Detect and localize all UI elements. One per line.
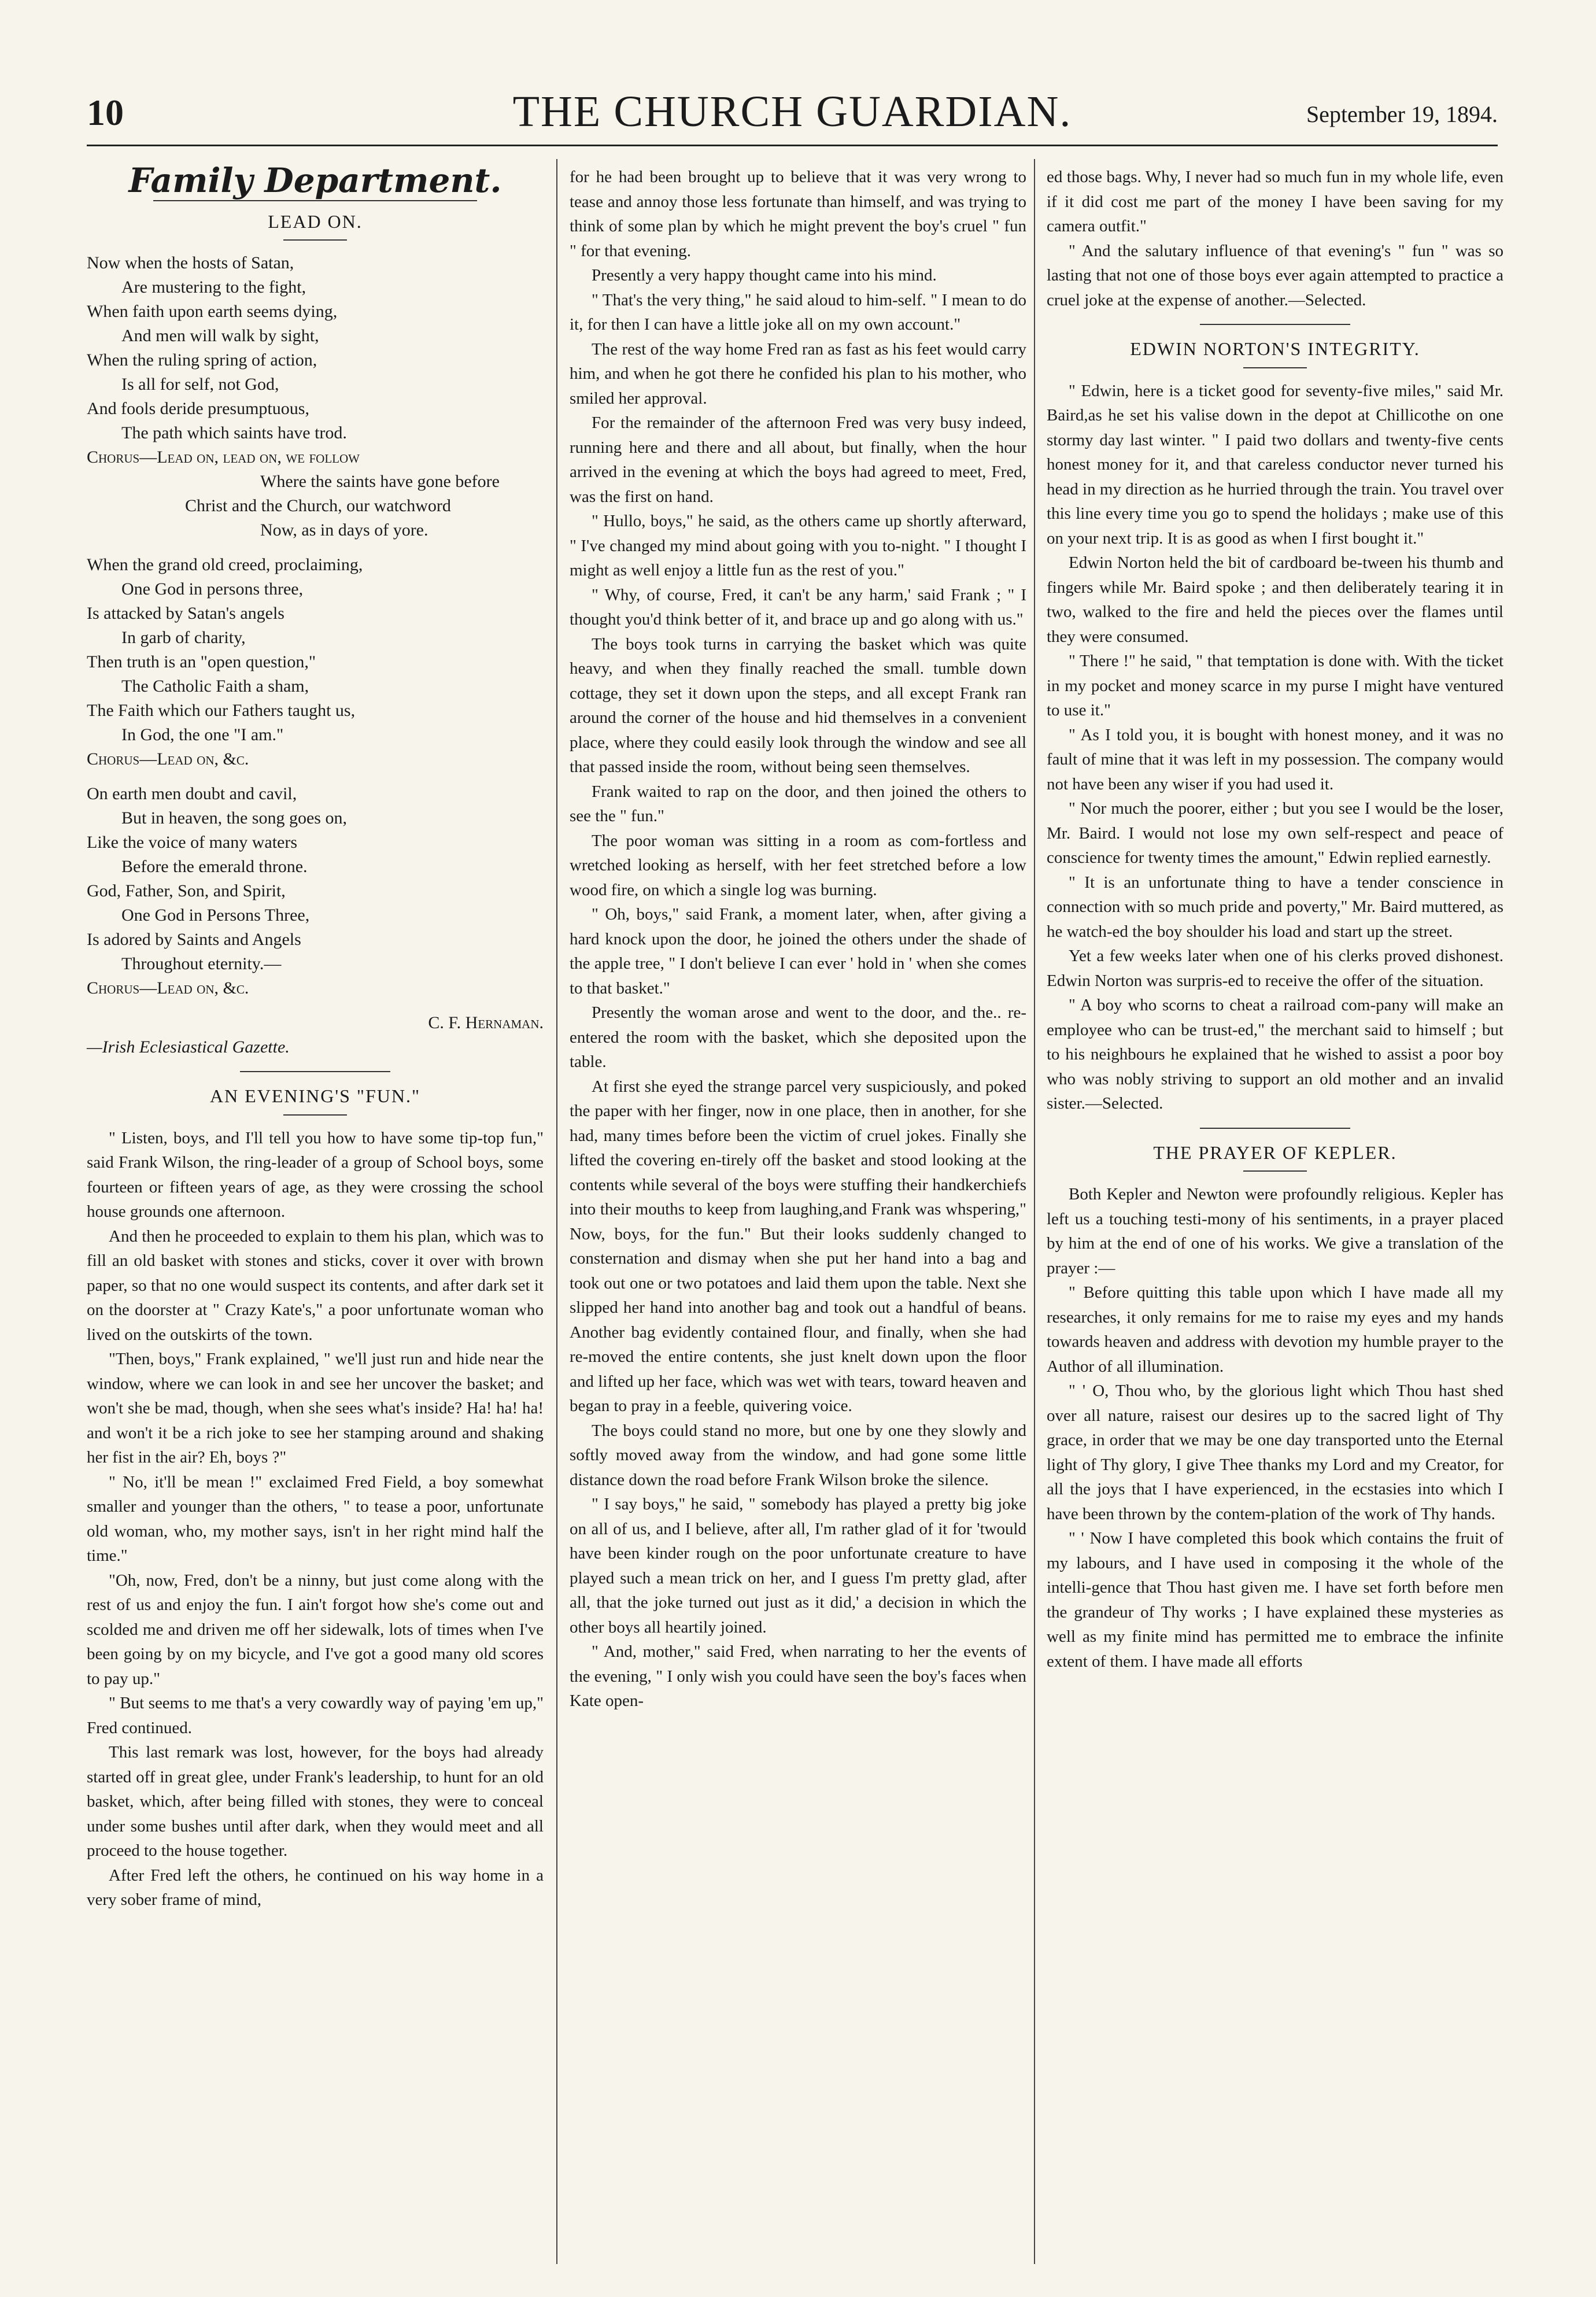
- paragraph: " But seems to me that's a very cowardly way of paying 'em up," Fred continued.: [87, 1694, 544, 1737]
- paragraph: Both Kepler and Newton were profoundly religious. Kepler has left us a touching testi-mony of his sentiments, in a prayer placed by him at the end of one of his works. We give a translation of the prayer :—: [1047, 1185, 1503, 1277]
- poem-line: Then truth is an "open question,": [87, 652, 316, 671]
- paragraph: For the remainder of the afternoon Fred was very busy indeed, running here and there and all about, but finally, when the hour arrived in the evening at which the boys had agreed to meet, Fred, was the first on hand.: [570, 413, 1026, 506]
- poem-stanza: [87, 251, 544, 542]
- poem-line: Throughout eternity.—: [121, 954, 282, 973]
- poem-author: C. F. Hernaman.: [428, 1013, 544, 1032]
- poem-line: The path which saints have trod.: [121, 423, 347, 442]
- divider: [1200, 324, 1350, 325]
- poem-source: —Irish Eclesiastical Gazette.: [87, 1037, 290, 1057]
- poem-line: Like the voice of many waters: [87, 833, 298, 852]
- poem-stanza: [87, 782, 544, 1000]
- poem-line: On earth men doubt and cavil,: [87, 784, 297, 803]
- paragraph: " It is an unfortunate thing to have a tender conscience in connection with so much pride and poverty," Mr. Baird muttered, as he watch-ed the boy shoulder his load and start up the street.: [1047, 873, 1503, 941]
- paragraph: " Why, of course, Fred, it can't be any harm,' said Frank ; " I thought you'd think better of it, and brace up and go along with us.": [570, 585, 1026, 629]
- paragraph: Frank waited to rap on the door, and then joined the others to see the " fun.": [570, 782, 1026, 825]
- poem-stanza: [87, 553, 544, 771]
- chorus-line: Chorus—Lead on, &c.: [87, 978, 249, 998]
- chorus-line: Now, as in days of yore.: [260, 520, 428, 540]
- chorus-line: Where the saints have gone before: [260, 472, 500, 491]
- paragraph: " That's the very thing," he said aloud to him-self. " I mean to do it, for then I can have a little joke all on my own account.": [570, 290, 1026, 334]
- paragraph: And then he proceeded to explain to them his plan, which was to fill an old basket with stones and sticks, cover it over with brown paper, so that no one would suspect its contents, and after dark set it on the doorster at " Crazy Kate's," a poor unfortunate woman who lived on the outskirts of the town.: [87, 1227, 544, 1344]
- poem-line: But in heaven, the song goes on,: [121, 808, 347, 828]
- paragraph: " Oh, boys," said Frank, a moment later, when, after giving a hard knock upon the door, he joined the others under the shade of the apple tree, " I don't believe I can ever ' hold in ' when she comes to that basket.": [570, 905, 1026, 998]
- column-1: [87, 161, 544, 1912]
- paragraph: ed those bags. Why, I never had so much fun in my whole life, even if it did cost me part of the money I have been saving for my camera outfit.": [1047, 168, 1503, 235]
- poem-line: Before the emerald throne.: [121, 857, 308, 876]
- poem-line: One God in Persons Three,: [121, 906, 310, 925]
- paragraph: "Then, boys," Frank explained, " we'll just run and hide near the window, where we can look in and see her uncover the basket; and won't she be mad, though, when she sees what's inside? Ha! ha! ha! and won't it be a rich joke to see her stamping around and shaking her fist in the air? Eh, boys ?": [87, 1350, 544, 1467]
- poem-line: The Faith which our Fathers taught us,: [87, 701, 356, 720]
- divider: [283, 239, 347, 241]
- divider: [283, 1114, 347, 1116]
- paragraph: Edwin Norton held the bit of cardboard be-tween his thumb and fingers while Mr. Baird spoke ; and then deliberately tearing it in two, walked to the fire and held the pieces over the flames until they were consumed.: [1047, 553, 1503, 646]
- poem-line: When faith upon earth seems dying,: [87, 302, 338, 321]
- paper-title: THE CHURCH GUARDIAN.: [512, 87, 1072, 136]
- column-2: [570, 165, 1026, 1713]
- poem-title: LEAD ON.: [268, 211, 363, 232]
- chorus-line: Chorus—Lead on, &c.: [87, 749, 249, 769]
- column-rule: [1034, 159, 1035, 2264]
- chorus-line: Chorus—Lead on, lead on, we follow: [87, 448, 360, 467]
- paragraph: " ' Now I have completed this book which contains the fruit of my labours, and I have used in composing it the whole of the intelli-gence that Thou hast given me. I have set forth before men the grandeur of Thy works ; I have explained these mysteries as well as my finite mind has permitted me to embrace the infinite extent of them. I have made all efforts: [1047, 1529, 1503, 1671]
- paragraph: The boys took turns in carrying the basket which was quite heavy, and when they finally reached the small. tumble down cottage, they set it down upon the steps, and all except Frank ran around the corner of the house and hid themselves in a convenient place, where they could easily look through the window and see all that passed inside the room, without being seen themselves.: [570, 634, 1026, 776]
- paragraph: Yet a few weeks later when one of his clerks proved dishonest. Edwin Norton was surpris-ed to receive the offer of the situation.: [1047, 947, 1503, 990]
- poem-line: Is all for self, not God,: [121, 375, 279, 394]
- masthead: [87, 81, 1498, 146]
- divider: [1243, 1170, 1307, 1172]
- paragraph: " As I told you, it is bought with honest money, and it was no fault of mine that it was left in my possession. The company would not have been any wiser if you had used it.: [1047, 725, 1503, 793]
- story-title: THE PRAYER OF KEPLER.: [1153, 1142, 1397, 1163]
- paragraph: " And the salutary influence of that evening's " fun " was so lasting that not one of those boys ever again attempted to practice a cruel joke at the expense of another.—Selected.: [1047, 241, 1503, 309]
- paragraph: This last remark was lost, however, for the boys had already started off in great glee, under Frank's leadership, to hunt for an old basket, which, after being filled with stones, they were to conceal under some bushes until after dark, when they would meet and all proceed to the house together.: [87, 1743, 544, 1860]
- poem-line: In garb of charity,: [121, 628, 246, 647]
- column-3: [1047, 165, 1503, 1674]
- issue-date: September 19, 1894.: [1306, 101, 1498, 127]
- story-title: AN EVENING'S "FUN.": [209, 1085, 421, 1106]
- paragraph: The rest of the way home Fred ran as fast as his feet would carry him, and when he got there he confided his plan to his mother, who smiled her approval.: [570, 339, 1026, 408]
- poem-line: When the ruling spring of action,: [87, 350, 317, 370]
- poem-line: When the grand old creed, proclaiming,: [87, 555, 363, 574]
- paragraph: At first she eyed the strange parcel very suspiciously, and poked the paper with her finger, now in one place, then in another, for she had, many times before been the victim of cruel jokes. Finally she lifted the covering en-tirely off the basket and stood looking at the contents while several of the boys were stuffing their handkerchiefs into their mouths to keep from laughing,and Frank was whspering," Now, boys, for the fun." But their looks suddenly changed to consternation and dismay when she put her hand into a bag and took out one or two potatoes and laid them upon the table. Next she slipped her hand into another bag and took out a handful of beans. Another bag evidently contained flour, and finally, when she had re-moved the entire contents, she just knelt down upon the floor and lifted up her face, which was wet with tears, toward heaven and began to pray in a feeble, quivering voice.: [570, 1077, 1026, 1415]
- paragraph: " There !" he said, " that temptation is done with. With the ticket in my pocket and money scarce in my purse I might have ventured to use it.": [1047, 652, 1503, 719]
- story-title: EDWIN NORTON'S INTEGRITY.: [1130, 338, 1420, 359]
- poem-line: Are mustering to the fight,: [121, 278, 306, 297]
- paragraph: Presently the woman arose and went to the door, and the.. re-entered the room with the basket, which she deposited upon the table.: [570, 1003, 1026, 1071]
- column-rule: [556, 159, 557, 2264]
- paragraph: " Edwin, here is a ticket good for seventy-five miles," said Mr. Baird,as he set his valise down in the depot at Chillicothe on one stormy day last winter. " I paid two dollars and twenty-five cents honest money for it, and that careless conductor never turned his head in my direction as he hurried through the train. You travel over this line every time you go to spend the holidays ; make use of this on your next trip. It is as good as when I first bought it.": [1047, 381, 1503, 548]
- paragraph: " And, mother," said Fred, when narrating to her the events of the evening, " I only wish you could have seen the boy's faces when Kate open-: [570, 1642, 1026, 1710]
- paragraph: " No, it'll be mean !" exclaimed Fred Field, a boy somewhat smaller and younger than the others, " to tease a poor, unfortunate old woman, who, my mother says, isn't in her right mind half the time.": [87, 1472, 544, 1565]
- paragraph: " Nor much the poorer, either ; but you see I would be the loser, Mr. Baird. I would not lose my own self-respect and peace of conscience for twenty times the amount," Edwin replied earnestly.: [1047, 799, 1503, 867]
- poem-line: One God in persons three,: [121, 579, 304, 599]
- paragraph: for he had been brought up to believe that it was very wrong to tease and annoy those less fortunate than himself, and was trying to think of some plan by which he might prevent the boy's cruel " fun " for that evening.: [570, 168, 1026, 260]
- paragraph: The boys could stand no more, but one by one they slowly and softly moved away from the window, and had gone some little distance down the road before Frank Wilson broke the silence.: [570, 1421, 1026, 1489]
- paragraph: Presently a very happy thought came into his mind.: [592, 266, 937, 285]
- divider: [240, 1071, 390, 1072]
- paragraph: " A boy who scorns to cheat a railroad com-pany will make an employee who can be trust-ed," the merchant said to himself ; but to his neighbours he explained that he wished to assist a poor boy who was nobly striving to support an old mother and an invalid sister.—Selected.: [1047, 996, 1503, 1113]
- poem-line: Is attacked by Satan's angels: [87, 604, 285, 623]
- paragraph: " I say boys," he said, " somebody has played a pretty big joke on all of us, and I believe, after all, I'm rather glad of it for 'twould have been kinder rough on the poor unfortunate creature to have played such a mean trick on her, and I guess I'm pretty glad, after all, that the joke turned out just as it did,' a decision in which the other boys all heartily joined.: [570, 1495, 1026, 1637]
- paragraph: The poor woman was sitting in a room as com-fortless and wretched looking as herself, with her feet stretched before a low wood fire, on which a single log was burning.: [570, 831, 1026, 899]
- divider: [1200, 1128, 1350, 1129]
- paragraph: After Fred left the others, he continued on his way home in a very sober frame of mind,: [87, 1866, 544, 1909]
- department-heading: Family Department.: [128, 161, 502, 200]
- poem-line: Now when the hosts of Satan,: [87, 253, 294, 272]
- poem-line: In God, the one "I am.": [121, 725, 284, 744]
- divider: [1243, 367, 1307, 368]
- poem-line: And fools deride presumptuous,: [87, 399, 309, 418]
- poem-line: The Catholic Faith a sham,: [121, 677, 309, 696]
- paragraph: " ' O, Thou who, by the glorious light which Thou hast shed over all nature, raisest our desires up to the sacred light of Thy grace, in order that we may be one day transported unto the Eternal light of Thy glory, I give Thee thanks my Lord and my Creator, for all the joys that I have experienced, in the ecstasies into which I have been thrown by the contem-plation of the work of Thy hands.: [1047, 1382, 1503, 1523]
- paragraph: "Oh, now, Fred, don't be a ninny, but just come along with the rest of us and enjoy the fun. I ain't forgot how she's come out and scolded me and driven me off her sidewalk, lots of times when I've been going by on my bicycle, and I've got a good many old scores to pay up.": [87, 1571, 544, 1688]
- poem-line: God, Father, Son, and Spirit,: [87, 881, 286, 900]
- page-number: 10: [87, 92, 124, 133]
- poem-line: And men will walk by sight,: [121, 326, 319, 345]
- poem-line: Is adored by Saints and Angels: [87, 930, 301, 949]
- paragraph: " Before quitting this table upon which I have made all my researches, it only remains for me to raise my eyes and my hands towards heaven and address with devotion my humble prayer to the Author of all illumination.: [1047, 1283, 1503, 1376]
- paragraph: " Listen, boys, and I'll tell you how to have some tip-top fun," said Frank Wilson, the ring-leader of a group of School boys, some fourteen or fifteen years of age, as they were crossing the school house grounds one afternoon.: [87, 1128, 544, 1221]
- paragraph: " Hullo, boys," he said, as the others came up shortly afterward, " I've changed my mind about going with you to-night. " I thought I might as well enjoy a little fun as the rest of you.": [570, 512, 1026, 579]
- poem-body: [87, 251, 544, 1059]
- chorus-line: Christ and the Church, our watchword: [185, 496, 451, 515]
